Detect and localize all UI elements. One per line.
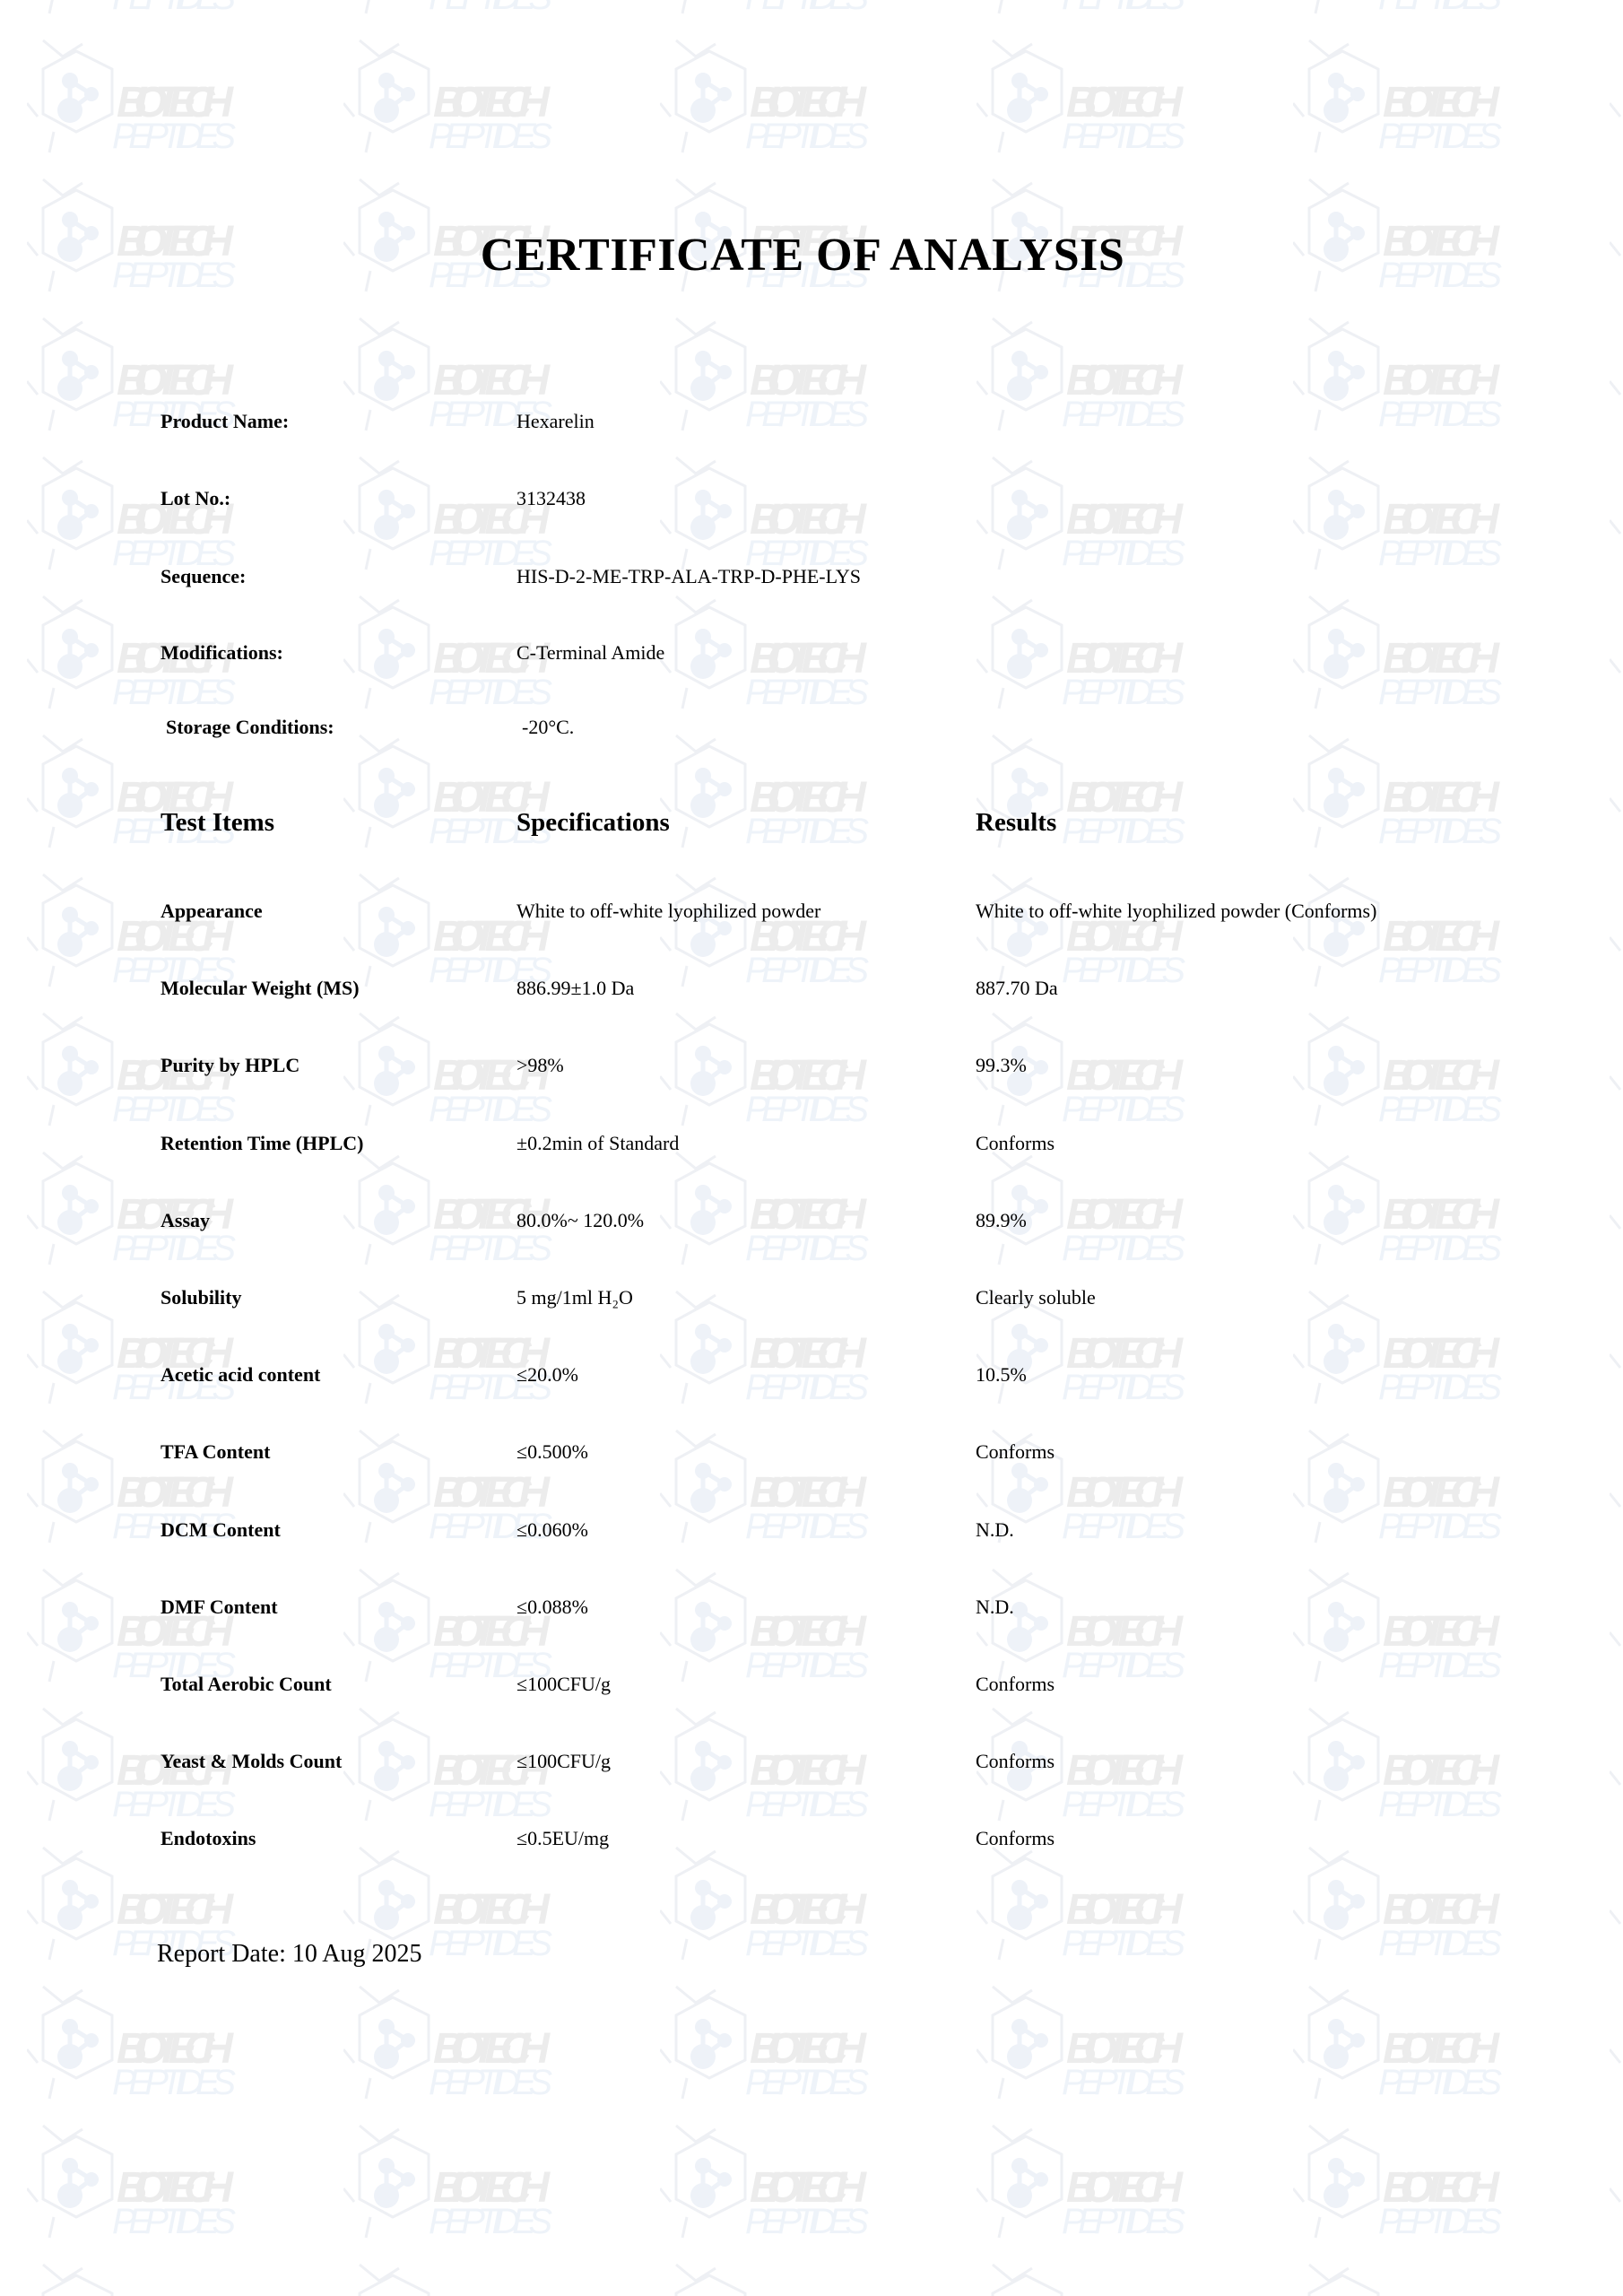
table-cell-result: Conforms — [976, 1440, 1055, 1464]
table-cell-result: Conforms — [976, 1750, 1055, 1773]
table-cell-test-item: Appearance — [161, 900, 263, 922]
table-cell-result: 99.3% — [976, 1054, 1027, 1077]
table-cell-result: Clearly soluble — [976, 1286, 1096, 1309]
table-cell-test-item: Yeast & Molds Count — [161, 1750, 343, 1773]
table-cell-test-item: DCM Content — [161, 1518, 281, 1541]
table-cell-specification: ≤100CFU/g — [516, 1673, 611, 1695]
table-cell-test-item: Endotoxins — [161, 1827, 256, 1850]
table-cell-test-item: Assay — [161, 1208, 211, 1231]
table-cell-specification: >98% — [516, 1054, 564, 1077]
table-cell-test-item: Total Aerobic Count — [161, 1673, 332, 1695]
table-cell-specification: 80.0%~ 120.0% — [516, 1208, 645, 1231]
table-cell-result: N.D. — [976, 1518, 1014, 1541]
info-value: HIS-D-2-ME-TRP-ALA-TRP-D-PHE-LYS — [516, 565, 861, 587]
table-cell-specification: 5 mg/1ml H₂O — [516, 1286, 633, 1309]
table-cell-specification: ≤100CFU/g — [516, 1750, 611, 1773]
report-date: Report Date: 10 Aug 2025 — [157, 1940, 422, 1968]
table-cell-specification: ±0.2min of Standard — [516, 1131, 680, 1154]
header-specifications: Specifications — [516, 808, 670, 837]
table-cell-test-item: Retention Time (HPLC) — [161, 1131, 364, 1154]
info-value: 3132438 — [516, 487, 586, 509]
table-cell-test-item: Molecular Weight (MS) — [161, 977, 360, 1000]
table-cell-specification: White to off-white lyophilized powder — [516, 900, 821, 922]
info-value: -20°C. — [522, 716, 575, 738]
info-value: C-Terminal Amide — [516, 641, 665, 664]
page-title: CERTIFICATE OF ANALYSIS — [480, 230, 1125, 281]
info-value: Hexarelin — [516, 410, 595, 432]
table-cell-test-item: Solubility — [161, 1286, 242, 1309]
table-cell-specification: 886.99±1.0 Da — [516, 977, 635, 1000]
table-cell-result: Conforms — [976, 1131, 1055, 1154]
table-cell-specification: ≤20.0% — [516, 1363, 578, 1387]
table-cell-result: 887.70 Da — [976, 977, 1058, 1000]
info-label: Sequence: — [161, 565, 247, 587]
info-label: Modifications: — [161, 641, 283, 664]
table-cell-test-item: Purity by HPLC — [161, 1054, 300, 1077]
table-cell-result: Conforms — [976, 1673, 1055, 1695]
table-cell-specification: ≤0.5EU/mg — [516, 1827, 610, 1850]
info-label: Lot No.: — [161, 487, 231, 509]
table-cell-specification: ≤0.060% — [516, 1518, 588, 1541]
table-cell-test-item: DMF Content — [161, 1595, 278, 1618]
info-label: Storage Conditions: — [166, 716, 334, 738]
table-cell-result: 10.5% — [976, 1363, 1027, 1387]
table-cell-result: N.D. — [976, 1595, 1014, 1618]
table-cell-result: White to off-white lyophilized powder (Conforms) — [976, 900, 1377, 922]
header-test-items: Test Items — [161, 808, 275, 837]
header-results: Results — [976, 808, 1057, 837]
table-cell-result: 89.9% — [976, 1208, 1027, 1231]
table-cell-test-item: Acetic acid content — [161, 1363, 321, 1387]
table-cell-specification: ≤0.088% — [516, 1595, 588, 1618]
table-cell-result: Conforms — [976, 1827, 1055, 1850]
info-label: Product Name: — [161, 410, 290, 432]
table-cell-test-item: TFA Content — [161, 1440, 271, 1464]
table-cell-specification: ≤0.500% — [516, 1440, 588, 1464]
